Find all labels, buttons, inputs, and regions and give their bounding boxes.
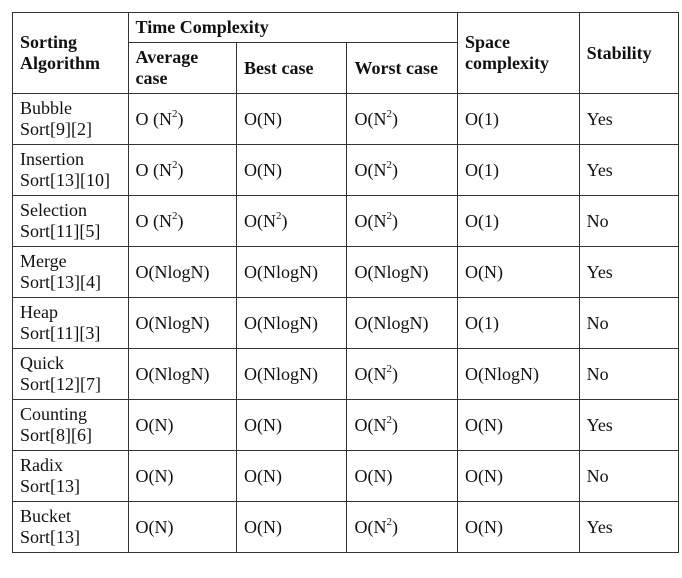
best-case-cell: O(N) xyxy=(237,502,347,553)
average-case-cell: O(NlogN) xyxy=(128,247,236,298)
average-case-cell: O(N) xyxy=(128,400,236,451)
header-sorting-algorithm: Sorting Algorithm xyxy=(13,13,129,94)
table-row xyxy=(13,247,679,298)
best-case-cell: $O(N^2)$ xyxy=(237,196,347,247)
table-row xyxy=(13,349,679,400)
header-worst-case: Worst case xyxy=(347,43,458,94)
worst-case-cell: $O(N^2)$ xyxy=(347,502,458,553)
space-complexity-cell: O(1) xyxy=(458,145,580,196)
space-complexity-cell: O(1) xyxy=(458,94,580,145)
space-complexity-cell: O(N) xyxy=(458,400,580,451)
best-case-cell: O(N) xyxy=(237,94,347,145)
table-body xyxy=(13,94,679,553)
space-complexity-cell: O(1) xyxy=(458,298,580,349)
worst-case-cell: $O(N^2)$ xyxy=(347,400,458,451)
sorting-complexity-table xyxy=(12,12,679,553)
worst-case-cell: O(NlogN) xyxy=(347,298,458,349)
average-case-cell: O(N) xyxy=(128,502,236,553)
best-case-cell: O(N) xyxy=(237,145,347,196)
table-row xyxy=(13,145,679,196)
space-complexity-cell: O(N) xyxy=(458,247,580,298)
worst-case-cell: O(N) xyxy=(347,451,458,502)
average-case-cell: O(NlogN) xyxy=(128,298,236,349)
header-space-complexity: Space complexity xyxy=(458,13,580,94)
stability-cell: Yes xyxy=(579,247,678,298)
space-complexity-cell: O(N) xyxy=(458,451,580,502)
table-row xyxy=(13,502,679,553)
algorithm-cell: Quick Sort[12][7] xyxy=(13,349,129,400)
worst-case-cell: $O(N^2)$ xyxy=(347,349,458,400)
stability-cell: Yes xyxy=(579,94,678,145)
average-case-cell: O(NlogN) xyxy=(128,349,236,400)
algorithm-cell: Insertion Sort[13][10] xyxy=(13,145,129,196)
algorithm-cell: Counting Sort[8][6] xyxy=(13,400,129,451)
table-row xyxy=(13,94,679,145)
worst-case-cell: $O(N^2)$ xyxy=(347,145,458,196)
best-case-cell: O(N) xyxy=(237,451,347,502)
algorithm-cell: Merge Sort[13][4] xyxy=(13,247,129,298)
average-case-cell: O $(N^2)$ xyxy=(128,145,236,196)
table-row xyxy=(13,196,679,247)
stability-cell: No xyxy=(579,451,678,502)
stability-cell: No xyxy=(579,196,678,247)
average-case-cell: O(N) xyxy=(128,451,236,502)
stability-cell: Yes xyxy=(579,145,678,196)
algorithm-cell: Selection Sort[11][5] xyxy=(13,196,129,247)
best-case-cell: O(NlogN) xyxy=(237,247,347,298)
stability-cell: Yes xyxy=(579,502,678,553)
algorithm-cell: Radix Sort[13] xyxy=(13,451,129,502)
header-best-case: Best case xyxy=(237,43,347,94)
worst-case-cell: $O(N^2)$ xyxy=(347,94,458,145)
best-case-cell: O(NlogN) xyxy=(237,349,347,400)
worst-case-cell: $O(N^2)$ xyxy=(347,196,458,247)
algorithm-cell: Heap Sort[11][3] xyxy=(13,298,129,349)
algorithm-cell: Bucket Sort[13] xyxy=(13,502,129,553)
stability-cell: Yes xyxy=(579,400,678,451)
best-case-cell: O(N) xyxy=(237,400,347,451)
average-case-cell: O $(N^2)$ xyxy=(128,196,236,247)
table-row xyxy=(13,451,679,502)
best-case-cell: O(NlogN) xyxy=(237,298,347,349)
algorithm-cell: Bubble Sort[9][2] xyxy=(13,94,129,145)
stability-cell: No xyxy=(579,349,678,400)
table-row xyxy=(13,400,679,451)
header-stability: Stability xyxy=(579,13,678,94)
table-row xyxy=(13,298,679,349)
space-complexity-cell: O(N) xyxy=(458,502,580,553)
stability-cell: No xyxy=(579,298,678,349)
space-complexity-cell: O(NlogN) xyxy=(458,349,580,400)
header-average-case: Average case xyxy=(128,43,236,94)
worst-case-cell: O(NlogN) xyxy=(347,247,458,298)
space-complexity-cell: O(1) xyxy=(458,196,580,247)
table-header xyxy=(13,13,679,94)
header-time-complexity: Time Complexity xyxy=(128,13,457,43)
average-case-cell: O $(N^2)$ xyxy=(128,94,236,145)
